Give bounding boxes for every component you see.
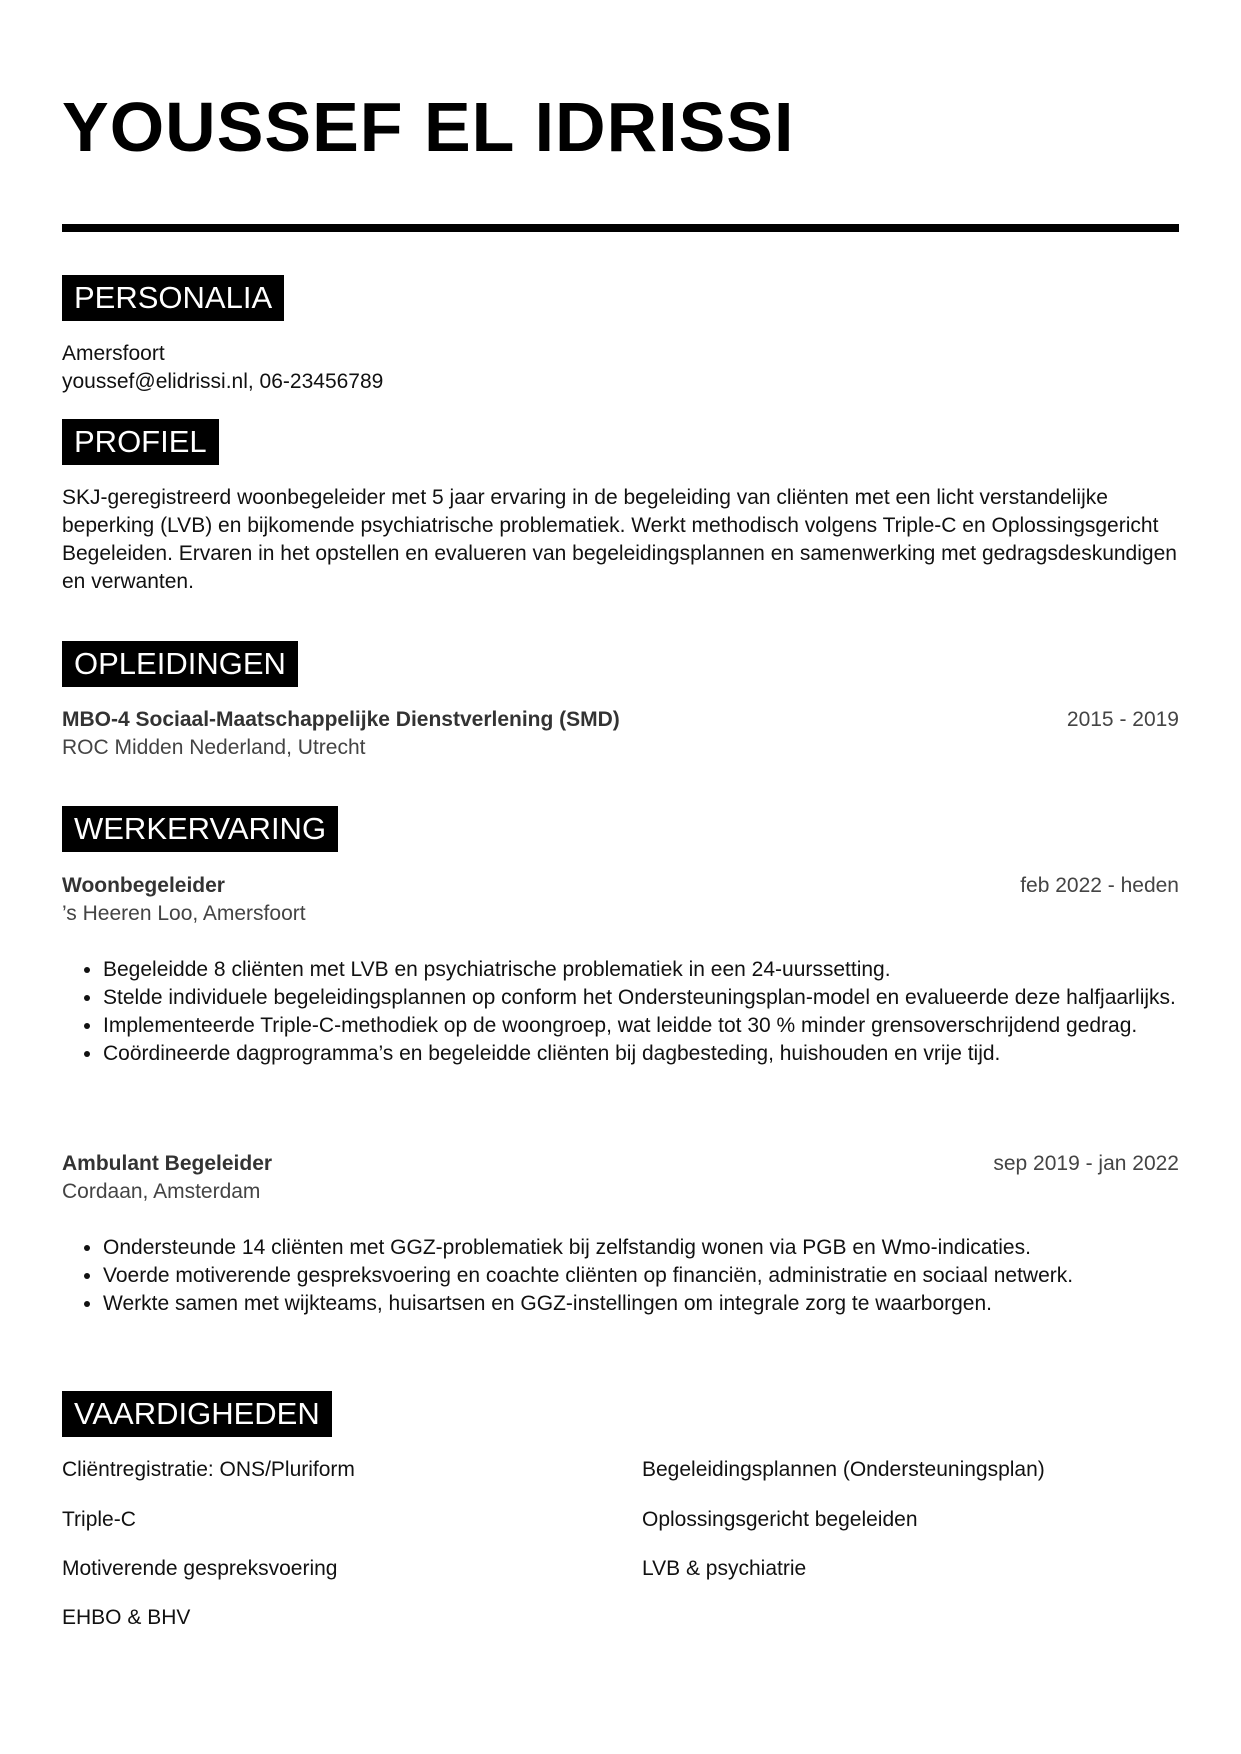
job-employer: ’s Heeren Loo, Amersfoort (62, 902, 306, 925)
section-heading-vaardigheden: VAARDIGHEDEN (62, 1391, 332, 1437)
section-heading-werkervaring: WERKERVARING (62, 806, 338, 852)
job-bullet: • Implementeerde Triple-C-methodiek op de woongroep, wat leidde tot 30 % minder grensoverschrijdend gedrag. (103, 1012, 1179, 1040)
education-entry (62, 706, 1179, 734)
job-bullet: • Ondersteunde 14 cliënten met GGZ-problematiek bij zelfstandig wonen via PGB en Wmo-indicaties. (103, 1234, 1179, 1262)
section-heading-profiel: PROFIEL (62, 419, 219, 465)
section-heading-personalia: PERSONALIA (62, 275, 284, 321)
job-bullet: • Coördineerde dagprogramma’s en begeleidde cliënten bij dagbesteding, huishouden en vrije tijd. (103, 1040, 1179, 1068)
job-bullet: • Begeleidde 8 cliënten met LVB en psychiatrische problematiek in een 24-uurssetting. (103, 956, 1179, 984)
education-institution: ROC Midden Nederland, Utrecht (62, 736, 366, 759)
skill-item: Triple-C (62, 1508, 136, 1531)
job-entry (62, 872, 1179, 900)
job-bullet: • Voerde motiverende gespreksvoering en coachte cliënten op financiën, administratie en sociaal netwerk. (103, 1262, 1179, 1290)
education-period: 2015 - 2019 (1066, 708, 1179, 731)
skill-item: LVB & psychiatrie (642, 1557, 807, 1580)
skill-item: Begeleidingsplannen (Ondersteuningsplan) (642, 1458, 1045, 1481)
job-bullets (62, 956, 1179, 1068)
education-title: MBO-4 Sociaal-Maatschappelijke Dienstverlening (SMD) (62, 708, 620, 731)
job-bullets (62, 1234, 1179, 1318)
skill-item: Oplossingsgericht begeleiden (642, 1508, 918, 1531)
job-bullet: • Werkte samen met wijkteams, huisartsen en GGZ-instellingen om integrale zorg te waarborgen. (103, 1290, 1179, 1318)
job-title: Ambulant Begeleider (62, 1152, 273, 1175)
header-divider (62, 224, 1179, 232)
job-employer: Cordaan, Amsterdam (62, 1180, 261, 1203)
job-period: sep 2019 - jan 2022 (993, 1152, 1179, 1175)
job-entry (62, 1150, 1179, 1178)
candidate-name: YOUSSEF EL IDRISSI (62, 88, 795, 166)
profile-text: SKJ-geregistreerd woonbegeleider met 5 jaar ervaring in de begeleiding van cliënten met een licht verstandelijke beperking (LVB) en bijkomende psychiatrische problematiek. Werkt methodisch volgens Triple-C en Oplossingsgericht Begeleiden. Ervaren in het opstellen en evalueren van begeleidingsplannen en samenwerking met gedragsdeskundigen en verwanten. (62, 486, 1177, 593)
job-bullet: • Stelde individuele begeleidingsplannen op conform het Ondersteuningsplan-model en evalueerde deze halfjaarlijks. (103, 984, 1179, 1012)
skill-item: Cliëntregistratie: ONS/Pluriform (62, 1458, 355, 1481)
job-period: feb 2022 - heden (1020, 874, 1179, 897)
skill-item: EHBO & BHV (62, 1606, 191, 1629)
section-heading-opleidingen: OPLEIDINGEN (62, 641, 298, 687)
personalia-contact: youssef@elidrissi.nl, 06-23456789 (62, 370, 384, 393)
skill-item: Motiverende gespreksvoering (62, 1557, 338, 1580)
personalia-city: Amersfoort (62, 342, 165, 365)
job-title: Woonbegeleider (62, 874, 225, 897)
